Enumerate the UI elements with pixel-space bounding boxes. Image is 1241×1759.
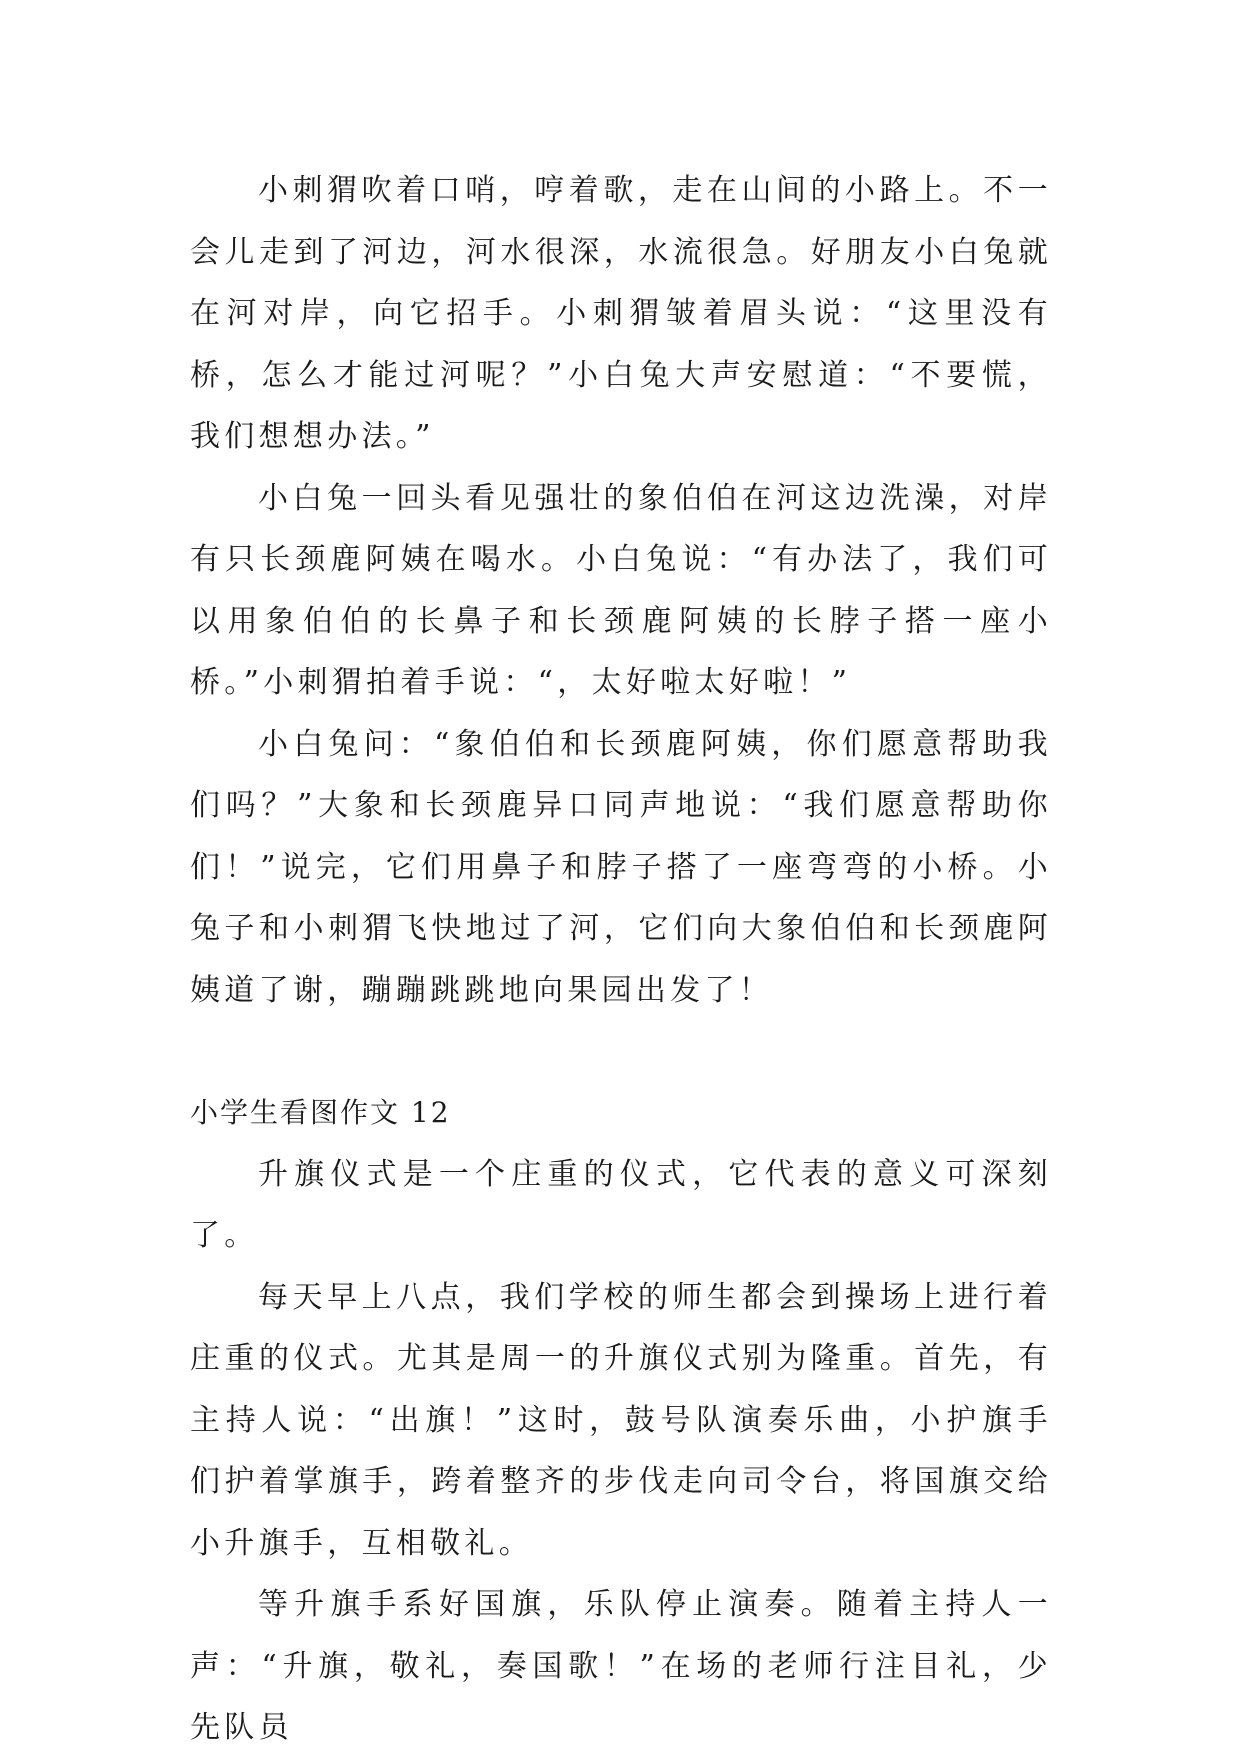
essay-paragraph-1: 升旗仪式是一个庄重的仪式，它代表的意义可深刻了。 (190, 1156, 1052, 1253)
document-page (190, 160, 1052, 1759)
story-paragraph-3: 小白兔问：“象伯伯和长颈鹿阿姨，你们愿意帮助我们吗？”大象和长颈鹿异口同声地说：“我们愿意帮助你们！”说完，它们用鼻子和脖子搭了一座弯弯的小桥。小兔子和小刺猬飞快地过了河，它们向大象伯伯和长颈鹿阿姨道了谢，蹦蹦跳跳地向果园出发了！ (190, 726, 1052, 1008)
story-paragraph-1: 小刺猬吹着口哨，哼着歌，走在山间的小路上。不一会儿走到了河边，河水很深，水流很急。好朋友小白兔就在河对岸，向它招手。小刺猬皱着眉头说：“这里没有桥，怎么才能过河呢？”小白兔大声安慰道：“不要慌，我们想想办法。” (190, 173, 1052, 454)
essay-paragraph-3: 等升旗手系好国旗，乐队停止演奏。随着主持人一声：“升旗，敬礼，奏国歌！”在场的老师行注目礼，少先队员 (190, 1587, 1052, 1745)
essay-title: 小学生看图作文 12 (190, 1096, 451, 1129)
story-paragraph-2: 小白兔一回头看见强壮的象伯伯在河这边洗澡，对岸有只长颈鹿阿姨在喝水。小白兔说：“有办法了，我们可以用象伯伯的长鼻子和长颈鹿阿姨的长脖子搭一座小桥。”小刺猬拍着手说：“，太好啦太好啦！” (190, 480, 1052, 700)
essay-paragraph-2: 每天早上八点，我们学校的师生都会到操场上进行着庄重的仪式。尤其是周一的升旗仪式别为隆重。首先，有主持人说：“出旗！”这时，鼓号队演奏乐曲，小护旗手们护着掌旗手，跨着整齐的步伐走向司令台，将国旗交给小升旗手，互相敬礼。 (190, 1279, 1052, 1561)
